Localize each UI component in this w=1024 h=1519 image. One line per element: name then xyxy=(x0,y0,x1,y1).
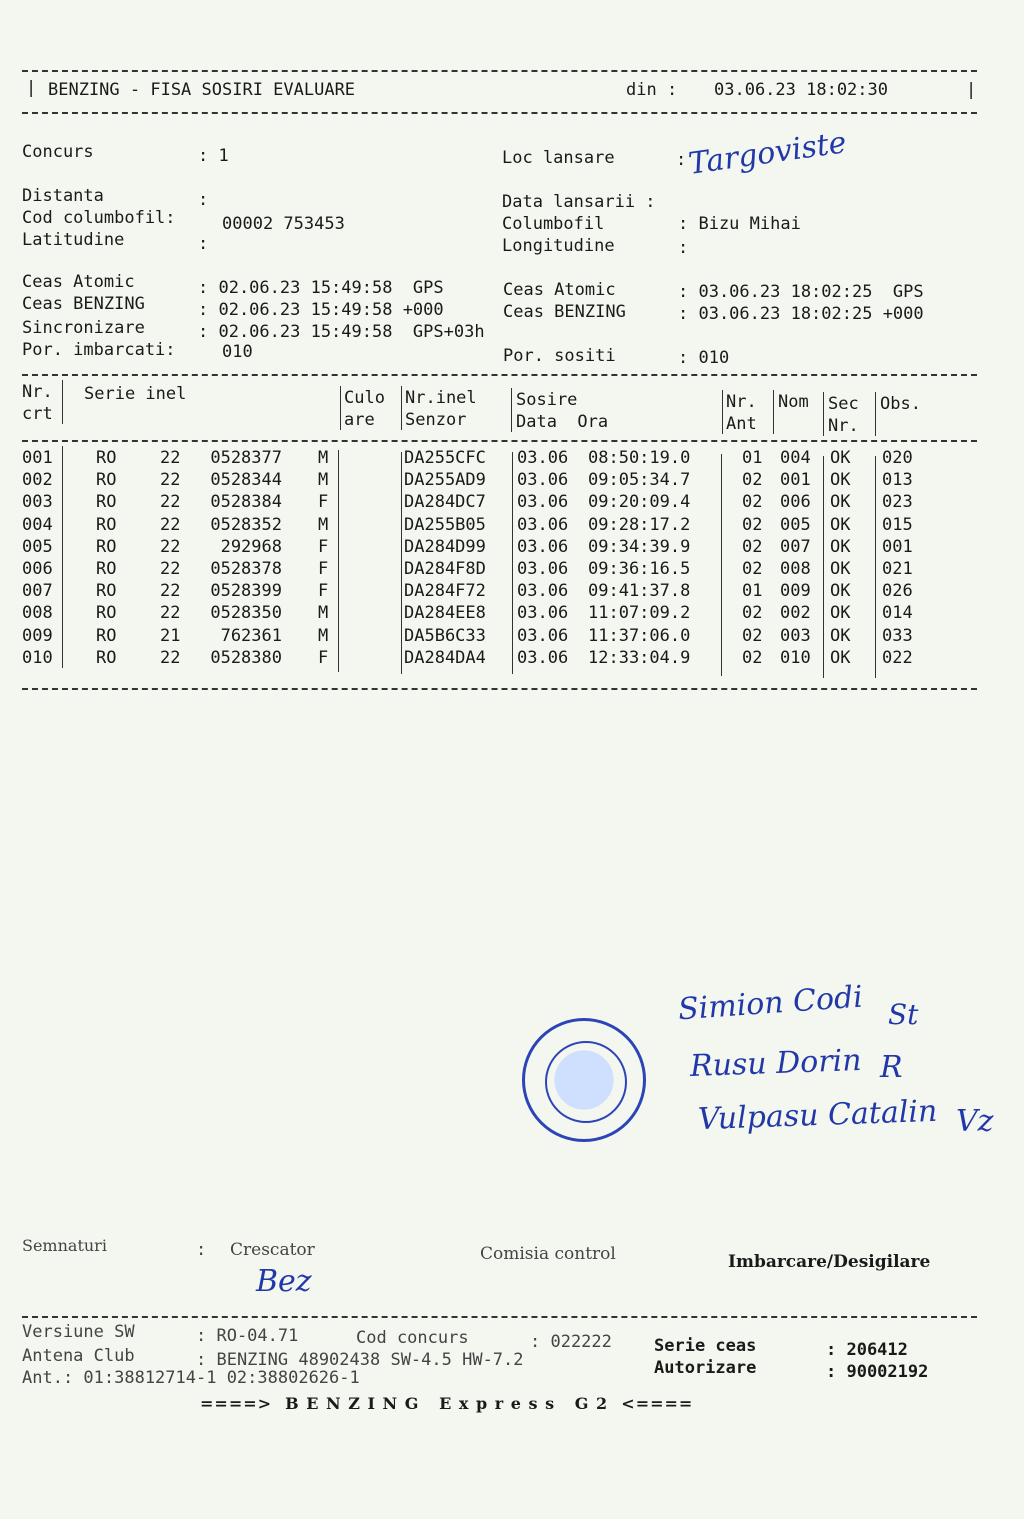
th-nr-ant: Nr. xyxy=(726,392,757,412)
cell-sex: F xyxy=(318,581,329,602)
cell-crt: 008 xyxy=(22,603,53,624)
cell-obs: 033 xyxy=(882,625,913,646)
ceas-benzing-end-label: Ceas BENZING xyxy=(503,302,626,322)
cell-sex: F xyxy=(318,536,329,557)
divider xyxy=(340,386,341,430)
din-value: 03.06.23 18:02:30 xyxy=(714,80,888,100)
cell-ora: 09:28:17.2 xyxy=(588,514,691,535)
cell-ora: 08:50:19.0 xyxy=(588,448,691,468)
cell-obs: 021 xyxy=(882,559,913,579)
th-ant: Ant xyxy=(726,414,757,434)
cell-sec: OK xyxy=(830,625,851,646)
cell-ant: 02 xyxy=(742,536,763,557)
cell-sex: M xyxy=(318,470,329,491)
cell-senzor: DA284D99 xyxy=(404,536,486,557)
cell-tara: RO xyxy=(96,603,117,624)
cod-columbofil-value: 00002 753453 xyxy=(222,214,345,234)
din-label: din : xyxy=(626,80,678,100)
cell-nom: 008 xyxy=(780,559,811,579)
th-crt: crt xyxy=(22,404,53,424)
latitudine-value: : xyxy=(198,234,209,254)
longitudine-label: Longitudine xyxy=(502,236,615,256)
cell-crt: 006 xyxy=(22,559,53,579)
ceas-benzing-start-label: Ceas BENZING xyxy=(22,294,145,314)
autorizare-value: : 90002192 xyxy=(826,1362,929,1382)
cell-tara: RO xyxy=(96,492,117,513)
cell-sec: OK xyxy=(830,514,851,535)
por-sositi-value: : 010 xyxy=(678,348,730,368)
divider xyxy=(875,456,876,678)
cell-sec: OK xyxy=(830,603,851,624)
divider xyxy=(773,390,774,434)
cell-ant: 02 xyxy=(742,625,763,646)
semnaturi-label: Semnaturi xyxy=(22,1236,107,1255)
official-stamp-icon xyxy=(522,1018,646,1142)
antena-club-label: Antena Club xyxy=(22,1346,135,1366)
cell-tara: RO xyxy=(96,536,117,557)
cell-sec: OK xyxy=(830,581,851,602)
divider xyxy=(338,450,339,672)
cell-data: 03.06 xyxy=(517,647,569,668)
cell-senzor: DA284F8D xyxy=(404,559,486,579)
divider xyxy=(511,388,512,432)
cell-senzor: DA255CFC xyxy=(404,448,486,468)
distanta-value: : xyxy=(198,190,209,210)
serie-ceas-value: : 206412 xyxy=(826,1340,908,1360)
cell-an: 22 xyxy=(160,492,181,513)
cell-inel: 0528378 xyxy=(210,559,282,579)
columbofil-label: Columbofil xyxy=(502,214,605,234)
cell-an: 21 xyxy=(160,625,181,646)
por-imbarcati-value: 010 xyxy=(222,342,253,362)
cell-inel: 0528377 xyxy=(210,448,282,468)
cell-tara: RO xyxy=(96,625,117,646)
cell-obs: 026 xyxy=(882,581,913,602)
cell-ora: 11:37:06.0 xyxy=(588,625,691,646)
cell-tara: RO xyxy=(96,514,117,535)
cell-ora: 09:41:37.8 xyxy=(588,581,691,602)
cell-obs: 023 xyxy=(882,492,913,513)
cell-tara: RO xyxy=(96,581,117,602)
cell-sex: M xyxy=(318,603,329,624)
cell-data: 03.06 xyxy=(517,448,569,468)
loc-lansare-label: Loc lansare xyxy=(502,148,615,168)
cell-sec: OK xyxy=(830,559,851,579)
cell-ora: 12:33:04.9 xyxy=(588,647,691,668)
crescator-signature: Bez xyxy=(256,1264,312,1299)
cell-nom: 004 xyxy=(780,448,811,468)
cell-data: 03.06 xyxy=(517,492,569,513)
semnaturi-colon: : xyxy=(196,1240,207,1260)
imbarcare-desigilare-label: Imbarcare/Desigilare xyxy=(728,1252,931,1272)
cell-data: 03.06 xyxy=(517,603,569,624)
th-nom: Nom xyxy=(778,392,809,412)
cell-crt: 005 xyxy=(22,536,53,557)
divider xyxy=(721,454,722,676)
cell-sex: F xyxy=(318,647,329,668)
cell-data: 03.06 xyxy=(517,625,569,646)
divider xyxy=(62,380,63,424)
latitudine-label: Latitudine xyxy=(22,230,125,250)
ceas-atomic-start-label: Ceas Atomic xyxy=(22,272,135,292)
cell-senzor: DA255AD9 xyxy=(404,470,486,491)
header-left-bar: | xyxy=(26,78,37,98)
cell-tara: RO xyxy=(96,470,117,491)
signature-initial-2: R xyxy=(880,1050,903,1085)
divider xyxy=(62,446,63,668)
cell-obs: 022 xyxy=(882,647,913,668)
cell-crt: 001 xyxy=(22,448,53,468)
th-obs: Obs. xyxy=(880,394,921,414)
cell-inel: 0528352 xyxy=(210,514,282,535)
versiune-sw-label: Versiune SW xyxy=(22,1322,135,1342)
cell-nom: 001 xyxy=(780,470,811,491)
cell-data: 03.06 xyxy=(517,559,569,579)
cell-data: 03.06 xyxy=(517,536,569,557)
loc-lansare-handwritten: Targoviste xyxy=(686,125,849,182)
cell-crt: 002 xyxy=(22,470,53,491)
cell-sex: M xyxy=(318,625,329,646)
cell-tara: RO xyxy=(96,559,117,579)
signature-name-3: Vulpasu Catalin xyxy=(697,1093,938,1138)
cell-senzor: DA284DA4 xyxy=(404,647,486,668)
document-title: BENZING - FISA SOSIRI EVALUARE xyxy=(48,80,356,100)
cell-ant: 02 xyxy=(742,470,763,491)
cell-sex: F xyxy=(318,492,329,513)
cell-data: 03.06 xyxy=(517,581,569,602)
antena-club-value: : BENZING 48902438 SW-4.5 HW-7.2 xyxy=(196,1350,524,1370)
ceas-atomic-end-label: Ceas Atomic xyxy=(503,280,616,300)
sincronizare-label: Sincronizare xyxy=(22,318,145,338)
cell-crt: 010 xyxy=(22,647,53,668)
cell-obs: 020 xyxy=(882,448,913,468)
cell-ora: 09:05:34.7 xyxy=(588,470,691,491)
sincronizare-value: : 02.06.23 15:49:58 GPS+03h xyxy=(198,322,485,342)
concurs-label: Concurs xyxy=(22,142,94,162)
cell-senzor: DA284F72 xyxy=(404,581,486,602)
th-sec: Sec xyxy=(828,394,859,414)
cell-ant: 02 xyxy=(742,559,763,579)
cell-sec: OK xyxy=(830,536,851,557)
cell-sec: OK xyxy=(830,470,851,491)
cell-inel: 0528344 xyxy=(210,470,282,491)
divider xyxy=(823,456,824,678)
concurs-value: : 1 xyxy=(198,146,229,166)
cell-obs: 013 xyxy=(882,470,913,491)
cell-crt: 007 xyxy=(22,581,53,602)
cell-senzor: DA255B05 xyxy=(404,514,486,535)
divider xyxy=(823,392,824,436)
header-right-bar: | xyxy=(966,80,977,100)
antena-numbers: Ant.: 01:38812714-1 02:38802626-1 xyxy=(22,1368,360,1388)
signature-initial-1: St xyxy=(888,998,919,1031)
signature-initial-3: Vz xyxy=(956,1104,994,1139)
divider xyxy=(401,386,402,430)
cell-an: 22 xyxy=(160,559,181,579)
por-imbarcati-label: Por. imbarcati: xyxy=(22,340,176,360)
cell-tara: RO xyxy=(96,647,117,668)
cell-crt: 009 xyxy=(22,625,53,646)
columbofil-value: : Bizu Mihai xyxy=(678,214,801,234)
distanta-label: Distanta xyxy=(22,186,104,206)
signature-name-2: Rusu Dorin xyxy=(689,1043,863,1084)
cell-ant: 02 xyxy=(742,603,763,624)
ceas-atomic-end-value: : 03.06.23 18:02:25 GPS xyxy=(678,282,924,302)
cell-inel: 0528350 xyxy=(210,603,282,624)
cell-sec: OK xyxy=(830,448,851,468)
cell-tara: RO xyxy=(96,448,117,468)
cell-obs: 001 xyxy=(882,536,913,557)
cell-sex: M xyxy=(318,514,329,535)
versiune-sw-value: : RO-04.71 xyxy=(196,1326,299,1346)
cell-an: 22 xyxy=(160,448,181,468)
cod-concurs-label: Cod concurs xyxy=(356,1328,469,1348)
serie-ceas-label: Serie ceas xyxy=(654,1336,757,1356)
cell-ora: 09:20:09.4 xyxy=(588,492,691,513)
cell-an: 22 xyxy=(160,536,181,557)
cell-nom: 007 xyxy=(780,536,811,557)
divider xyxy=(875,392,876,436)
cell-nom: 010 xyxy=(780,647,811,668)
cell-inel: 762361 xyxy=(220,625,282,646)
autorizare-label: Autorizare xyxy=(654,1358,757,1378)
cell-ora: 09:34:39.9 xyxy=(588,536,691,557)
cell-ant: 02 xyxy=(742,514,763,535)
cell-an: 22 xyxy=(160,514,181,535)
cell-nom: 002 xyxy=(780,603,811,624)
cell-ora: 11:07:09.2 xyxy=(588,603,691,624)
comisia-control-label: Comisia control xyxy=(480,1244,616,1264)
cell-an: 22 xyxy=(160,581,181,602)
cell-ant: 01 xyxy=(742,581,763,602)
cell-sex: M xyxy=(318,448,329,468)
cell-inel: 0528380 xyxy=(210,647,282,668)
divider xyxy=(722,390,723,434)
cell-nom: 003 xyxy=(780,625,811,646)
cod-columbofil-label: Cod columbofil: xyxy=(22,208,176,228)
cell-an: 22 xyxy=(160,603,181,624)
cell-crt: 004 xyxy=(22,514,53,535)
cell-ant: 02 xyxy=(742,647,763,668)
loc-lansare-colon: : xyxy=(676,150,687,170)
ceas-atomic-start-value: : 02.06.23 15:49:58 GPS xyxy=(198,278,444,298)
cell-sex: F xyxy=(318,559,329,579)
cell-crt: 003 xyxy=(22,492,53,513)
th-senzor: Senzor xyxy=(405,410,467,430)
th-culo: Culo xyxy=(344,388,385,408)
cell-nom: 006 xyxy=(780,492,811,513)
signature-name-1: Simion Codi xyxy=(677,979,864,1028)
th-nr: Nr. xyxy=(22,382,53,402)
cell-nom: 009 xyxy=(780,581,811,602)
cell-senzor: DA5B6C33 xyxy=(404,625,486,646)
th-sosire: Sosire xyxy=(516,390,578,410)
ceas-benzing-end-value: : 03.06.23 18:02:25 +000 xyxy=(678,304,924,324)
th-serie-inel: Serie inel xyxy=(84,384,187,404)
divider xyxy=(512,452,513,674)
data-lansarii-label: Data lansarii : xyxy=(502,192,656,212)
benzing-express-brand: ====> B E N Z I N G E x p r e s s G 2 <==== xyxy=(200,1394,694,1413)
cell-inel: 0528384 xyxy=(210,492,282,513)
th-are: are xyxy=(344,410,375,430)
cell-senzor: DA284DC7 xyxy=(404,492,486,513)
cell-ant: 02 xyxy=(742,492,763,513)
cell-data: 03.06 xyxy=(517,470,569,491)
longitudine-value: : xyxy=(678,238,689,258)
crescator-label: Crescator xyxy=(230,1240,315,1260)
cell-obs: 014 xyxy=(882,603,913,624)
ceas-benzing-start-value: : 02.06.23 15:49:58 +000 xyxy=(198,300,444,320)
cell-an: 22 xyxy=(160,470,181,491)
cell-inel: 292968 xyxy=(220,536,282,557)
th-nr-inel: Nr.inel xyxy=(405,388,477,408)
cell-ant: 01 xyxy=(742,448,763,468)
th-data-ora: Data Ora xyxy=(516,412,609,432)
th-sec-nr: Nr. xyxy=(828,416,859,436)
cod-concurs-value: : 022222 xyxy=(530,1332,612,1352)
cell-sec: OK xyxy=(830,647,851,668)
divider xyxy=(401,452,402,674)
cell-senzor: DA284EE8 xyxy=(404,603,486,624)
cell-nom: 005 xyxy=(780,514,811,535)
cell-sec: OK xyxy=(830,492,851,513)
cell-data: 03.06 xyxy=(517,514,569,535)
cell-inel: 0528399 xyxy=(210,581,282,602)
cell-obs: 015 xyxy=(882,514,913,535)
por-sositi-label: Por. sositi xyxy=(503,346,616,366)
cell-an: 22 xyxy=(160,647,181,668)
cell-ora: 09:36:16.5 xyxy=(588,559,691,579)
